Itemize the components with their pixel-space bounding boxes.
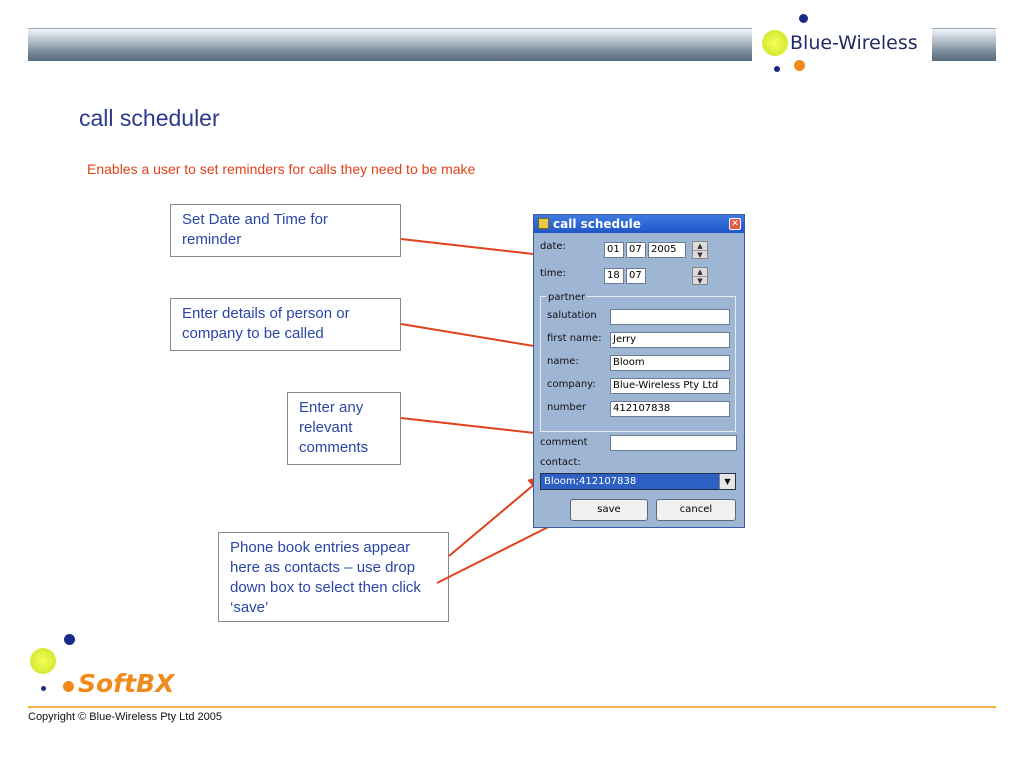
blue-dot-icon	[64, 634, 75, 645]
time-label: time:	[540, 268, 566, 279]
company-label: company:	[547, 379, 596, 390]
time-hour-field[interactable]: 18	[604, 268, 624, 284]
callout-contacts: Phone book entries appear here as contacts – use drop down box to select then click ‘save’	[218, 532, 449, 622]
save-button[interactable]: save	[570, 499, 648, 521]
page-title: call scheduler	[79, 105, 220, 131]
dialog-title: call schedule	[553, 217, 641, 231]
salutation-field[interactable]	[610, 309, 730, 325]
name-field[interactable]: Bloom	[610, 355, 730, 371]
softbx-logo-text: SoftBX	[78, 669, 175, 698]
close-icon[interactable]: ✕	[729, 218, 741, 230]
contact-select[interactable]	[540, 473, 736, 490]
chevron-down-icon[interactable]: ▼	[719, 474, 735, 489]
number-label: number	[547, 402, 587, 413]
copyright: Copyright © Blue-Wireless Pty Ltd 2005	[28, 711, 222, 723]
time-spinner[interactable]: ▲ ▼	[692, 267, 708, 285]
app-icon	[538, 218, 549, 229]
callout-partner: Enter details of person or company to be called	[170, 298, 401, 351]
comment-label: comment	[540, 437, 588, 448]
first-name-label: first name:	[547, 333, 602, 344]
time-minute-field[interactable]: 07	[626, 268, 646, 284]
arrow-partner	[401, 324, 552, 349]
partner-legend: partner	[548, 292, 586, 303]
date-label: date:	[540, 241, 566, 252]
orange-dot-icon	[63, 681, 74, 692]
date-spinner[interactable]: ▲ ▼	[692, 241, 708, 259]
small-blue-dot-icon	[41, 686, 46, 691]
callout-date-time: Set Date and Time for reminder	[170, 204, 401, 257]
name-label: name:	[547, 356, 579, 367]
page-subtitle: Enables a user to set reminders for calls they need to be make	[87, 161, 476, 177]
call-schedule-dialog	[533, 214, 745, 528]
salutation-label: salutation	[547, 310, 597, 321]
date-month-field[interactable]: 07	[626, 242, 646, 258]
arrow-contact-combo	[449, 477, 543, 556]
number-field[interactable]: 412107838	[610, 401, 730, 417]
callout-comments: Enter any relevant comments	[287, 392, 401, 465]
brand-name: Blue-Wireless	[790, 32, 918, 54]
dialog-titlebar[interactable]	[534, 215, 744, 233]
first-name-field[interactable]: Jerry	[610, 332, 730, 348]
company-field[interactable]: Blue-Wireless Pty Ltd	[610, 378, 730, 394]
contact-label: contact:	[540, 457, 581, 468]
cancel-button[interactable]: cancel	[656, 499, 736, 521]
contact-selected-value: Bloom;412107838	[544, 476, 637, 487]
comment-field[interactable]	[610, 435, 737, 451]
yellow-dot-icon	[30, 648, 56, 674]
date-year-field[interactable]: 2005	[648, 242, 686, 258]
date-day-field[interactable]: 01	[604, 242, 624, 258]
footer-divider	[28, 706, 996, 708]
